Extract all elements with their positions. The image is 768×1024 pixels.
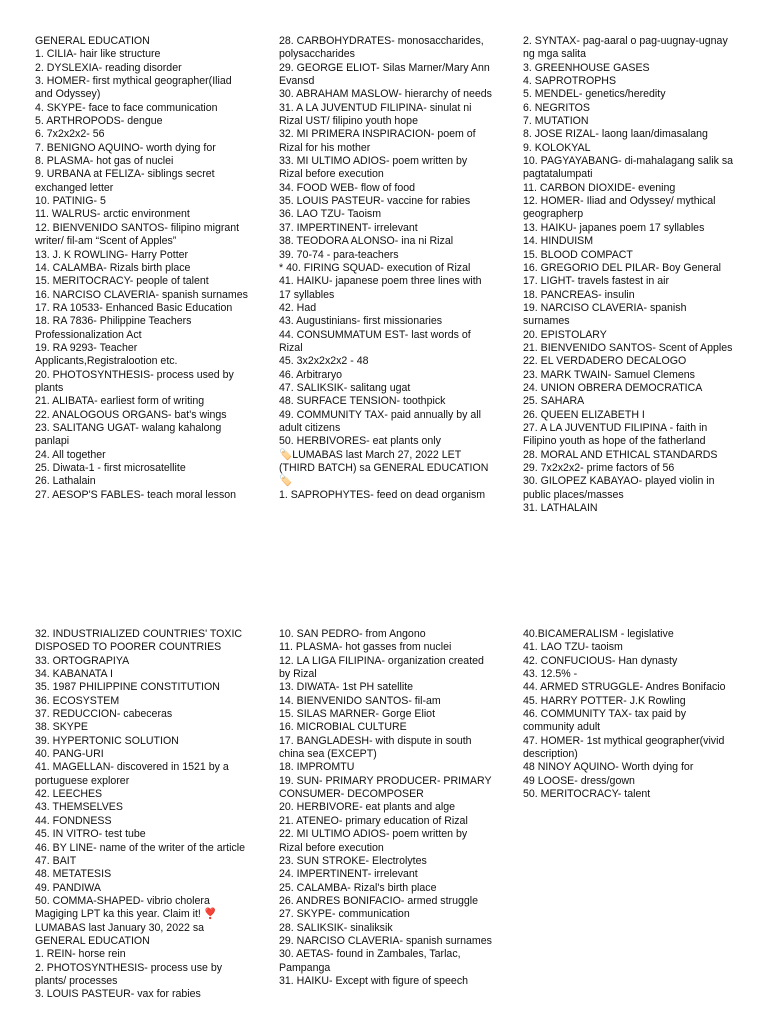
note-line: 21. BIENVENIDO SANTOS- Scent of Apples [523, 341, 733, 354]
note-line: 10. PAGYAYABANG- di-mahalagang salik sa pagtatalumpati [523, 155, 734, 181]
note-line: 7. BENIGNO AQUINO- worth dying for [35, 141, 216, 154]
note-line: 30. GILOPEZ KABAYAO- played violin in public places/masses [523, 475, 715, 501]
note-line: * 40. FIRING SQUAD- execution of Rizal [279, 261, 471, 274]
note-line: GENERAL EDUCATION [35, 35, 150, 47]
note-line: 32. MI PRIMERA INSPIRACION- poem of Rizal for his mother [279, 128, 476, 154]
note-line: 38. TEODORA ALONSO- ina ni Rizal [279, 235, 454, 248]
note-line: 3. LOUIS PASTEUR- vax for rabies [35, 988, 201, 1001]
note-line: 21. ALIBATA- earliest form of writing [35, 395, 205, 408]
note-line: 10. SAN PEDRO- from Angono [279, 628, 426, 640]
note-line: 🏷️LUMABAS last March 27, 2022 LET (THIRD BATCH) sa GENERAL EDUCATION 🏷️ [279, 448, 489, 488]
note-line: 29. 7x2x2x2- prime factors of 56 [523, 462, 675, 474]
note-line: 8. JOSE RIZAL- laong laan/dimasalang [523, 128, 708, 141]
notes-column-3 [523, 35, 733, 515]
note-line: 18. IMPROMTU [279, 761, 355, 774]
note-line: 44. ARMED STRUGGLE- Andres Bonifacio [523, 681, 726, 694]
note-line: 13. HAIKU- japanes poem 17 syllables [523, 221, 705, 234]
note-line: 31. A LA JUVENTUD FILIPINA- sinulat ni Rizal UST/ filipino youth hope [279, 101, 472, 128]
note-line: 6. NEGRITOS [523, 101, 590, 114]
note-line: 50. HERBIVORES- eat plants only [279, 435, 441, 448]
note-line: 48. SURFACE TENSION- toothpick [279, 395, 446, 408]
note-line: 50. MERITOCRACY- talent [523, 788, 651, 801]
note-line: 35. LOUIS PASTEUR- vaccine for rabies [279, 195, 471, 208]
note-line: 47. SALIKSIK- salitang ugat [279, 381, 411, 394]
note-line: 50. COMMA-SHAPED- vibrio cholera [35, 894, 210, 907]
note-line: 18. PANCREAS- insulin [523, 288, 635, 301]
note-line: 14. HINDUISM [523, 235, 594, 248]
note-line: 37. REDUCCION- cabeceras [35, 708, 173, 721]
notes-column-4 [35, 628, 249, 1002]
note-line: 19. SUN- PRIMARY PRODUCER- PRIMARY CONSUMER- DECOMPOSER [279, 774, 492, 801]
note-line: 9. URBANA at FELIZA- siblings secret exchanged letter [35, 168, 215, 194]
note-line: 26. Lathalain [35, 475, 96, 488]
note-line: 6. 7x2x2x2- 56 [35, 128, 105, 141]
note-line: 19. NARCISO CLAVERIA- spanish surnames [523, 301, 687, 328]
note-line: 2. PHOTOSYNTHESIS- process use by plants/ processes [35, 961, 223, 987]
note-line: 41. HAIKU- japanese poem three lines with 17 syllables [279, 275, 482, 301]
note-line: 11. PLASMA- hot gasses from nuclei [279, 641, 452, 654]
note-line: 42. CONFUCIOUS- Han dynasty [523, 654, 678, 667]
note-line: 31. LATHALAIN [523, 502, 598, 515]
note-line: 38. SKYPE [35, 721, 88, 734]
note-line: 49. PANDIWA [35, 881, 101, 894]
note-line: 4. SKYPE- face to face communication [35, 101, 218, 114]
note-line: 20. PHOTOSYNTHESIS- process used by plants [35, 368, 234, 394]
note-line: 20. HERBIVORE- eat plants and alge [279, 801, 456, 814]
note-line: Magiging LPT ka this year. Claim it! ❣️ [35, 908, 217, 921]
note-line: 20. EPISTOLARY [523, 328, 607, 341]
note-line: 17. BANGLADESH- with dispute in south china sea (EXCEPT) [279, 734, 472, 761]
note-line: 24. UNION OBRERA DEMOCRATICA [523, 381, 703, 394]
note-line: 2. SYNTAX- pag-aaral o pag-uugnay-ugnay ng mga salita [523, 35, 728, 61]
note-line: 31. HAIKU- Except with figure of speech [279, 974, 469, 987]
note-line: 13. DIWATA- 1st PH satellite [279, 681, 414, 694]
note-line: 28. SALIKSIK- sinaliksik [279, 921, 393, 934]
note-line: LUMABAS last January 30, 2022 sa GENERAL EDUCATION [35, 921, 205, 947]
note-line: 19. RA 9293- Teacher Applicants,Registralootion etc. [35, 341, 178, 368]
note-line: 23. SUN STROKE- Electrolytes [279, 854, 427, 867]
note-line: 5. ARTHROPODS- dengue [35, 115, 163, 128]
note-line: 25. Diwata-1 - first microsatellite [35, 462, 186, 474]
note-line: 27. A LA JUVENTUD FILIPINA - faith in Filipino youth as hope of the fatherland [523, 421, 708, 448]
note-line: 32. INDUSTRIALIZED COUNTRIES' TOXIC DISPOSED TO POORER COUNTRIES [35, 628, 243, 654]
note-line: 47. BAIT [35, 854, 77, 867]
note-line: 46. Arbitraryo [279, 368, 343, 381]
note-line: 48 NINOY AQUINO- Worth dying for [523, 761, 694, 774]
note-line: 40.BICAMERALISM - legislative [523, 628, 674, 640]
note-line: 49. COMMUNITY TAX- paid annually by all adult citizens [279, 408, 481, 434]
note-line: 28. CARBOHYDRATES- monosaccharides, polysaccharides [279, 35, 484, 61]
note-line: 7. MUTATION [523, 115, 589, 128]
note-line: 36. LAO TZU- Taoism [279, 208, 382, 221]
notes-column-6 [523, 628, 733, 801]
note-line: 3. GREENHOUSE GASES [523, 61, 650, 74]
notes-column-5 [279, 628, 493, 988]
note-line: 39. 70-74 - para-teachers [279, 248, 399, 261]
note-line: 16. NARCISO CLAVERIA- spanish surnames [35, 288, 248, 301]
note-line: 14. BIENVENIDO SANTOS- fil-am [279, 694, 441, 707]
note-line: 22. MI ULTIMO ADIOS- poem written by Rizal before execution [279, 828, 468, 854]
note-line: 46. COMMUNITY TAX- tax paid by community adult [523, 708, 687, 734]
note-line: 26. QUEEN ELIZABETH I [523, 408, 645, 421]
note-line: 18. RA 7836- Philippine Teachers Professionalization Act [35, 315, 192, 341]
note-line: 1. CILIA- hair like structure [35, 48, 161, 61]
note-line: 30. AETAS- found in Zambales, Tarlac, Pampanga [279, 948, 461, 974]
note-line: 1. REIN- horse rein [35, 948, 126, 961]
note-line: 44. CONSUMMATUM EST- last words of Rizal [279, 328, 471, 354]
note-line: 3. HOMER- first mythical geographer(Iliad and Odyssey) [35, 75, 232, 101]
note-line: 27. SKYPE- communication [279, 908, 410, 921]
note-line: 11. WALRUS- arctic environment [35, 208, 190, 221]
note-line: 26. ANDRES BONIFACIO- armed struggle [279, 894, 478, 907]
note-line: 27. AESOP'S FABLES- teach moral lesson [35, 488, 237, 501]
note-line: 13. J. K ROWLING- Harry Potter [35, 248, 189, 261]
note-line: 22. ANALOGOUS ORGANS- bat's wings [35, 408, 227, 421]
note-line: 23. SALITANG UGAT- walang kahalong panlapi [35, 421, 222, 448]
note-line: 24. All together [35, 448, 106, 461]
note-line: 41. MAGELLAN- discovered in 1521 by a portuguese explorer [35, 761, 229, 787]
note-line: 45. HARRY POTTER- J.K Rowling [523, 694, 686, 707]
note-line: 9. KOLOKYAL [523, 141, 591, 154]
note-line: 33. MI ULTIMO ADIOS- poem written by Rizal before execution [279, 155, 468, 181]
note-line: 10. PATINIG- 5 [35, 195, 106, 208]
notes-column-1 [35, 35, 249, 502]
note-line: 34. KABANATA I [35, 668, 113, 681]
note-line: 12. HOMER- Iliad and Odyssey/ mythical geographerp [523, 195, 716, 221]
note-line: 15. BLOOD COMPACT [523, 248, 633, 261]
note-line: 34. FOOD WEB- flow of food [279, 181, 415, 194]
note-line: 43. 12.5% - [523, 668, 578, 681]
note-line: 24. IMPERTINENT- irrelevant [279, 868, 418, 881]
note-line: 8. PLASMA- hot gas of nuclei [35, 155, 174, 168]
note-line: 42. Had [279, 301, 317, 314]
note-line: 22. EL VERDADERO DECALOGO [523, 355, 687, 368]
note-line: 12. BIENVENIDO SANTOS- filipino migrant writer/ fil-am “Scent of Apples” [35, 221, 240, 248]
note-line: 48. METATESIS [35, 868, 112, 881]
note-line: 15. MERITOCRACY- people of talent [35, 275, 209, 288]
note-line: 16. GREGORIO DEL PILAR- Boy General [523, 261, 722, 274]
note-line: 17. RA 10533- Enhanced Basic Education [35, 301, 233, 314]
note-line: 21. ATENEO- primary education of Rizal [279, 814, 468, 827]
notes-column-2 [279, 35, 493, 502]
note-line: 15. SILAS MARNER- Gorge Eliot [279, 708, 436, 721]
note-line: 37. IMPERTINENT- irrelevant [279, 221, 418, 234]
note-line: 35. 1987 PHILIPPINE CONSTITUTION [35, 681, 220, 694]
note-line: 43. Augustinians- first missionaries [279, 315, 443, 328]
note-line: 29. NARCISO CLAVERIA- spanish surnames [279, 934, 492, 947]
note-line: 14. CALAMBA- Rizals birth place [35, 261, 191, 274]
note-line: 41. LAO TZU- taoism [523, 641, 623, 654]
note-line: 17. LIGHT- travels fastest in air [523, 275, 670, 288]
note-line: 47. HOMER- 1st mythical geographer(vivid description) [523, 734, 725, 761]
note-line: 46. BY LINE- name of the writer of the article [35, 841, 246, 854]
note-line: 36. ECOSYSTEM [35, 694, 120, 707]
note-line: 39. HYPERTONIC SOLUTION [35, 734, 179, 747]
note-line: 49 LOOSE- dress/gown [523, 774, 635, 787]
note-line: 12. LA LIGA FILIPINA- organization created by Rizal [279, 654, 484, 681]
note-line: 16. MICROBIAL CULTURE [279, 721, 407, 734]
note-line: 40. PANG-URI [35, 748, 104, 761]
note-line: 11. CARBON DIOXIDE- evening [523, 181, 676, 194]
note-line: 42. LEECHES [35, 788, 103, 801]
note-line: 25. SAHARA [523, 395, 585, 408]
note-line: 1. SAPROPHYTES- feed on dead organism [279, 488, 486, 501]
note-line: 25. CALAMBA- Rizal's birth place [279, 881, 437, 894]
note-line: 43. THEMSELVES [35, 801, 123, 814]
note-line: 28. MORAL AND ETHICAL STANDARDS [523, 448, 718, 461]
note-line: 5. MENDEL- genetics/heredity [523, 88, 666, 101]
note-line: 2. DYSLEXIA- reading disorder [35, 61, 182, 74]
note-line: 4. SAPROTROPHS [523, 75, 617, 88]
note-line: 33. ORTOGRAPIYA [35, 654, 130, 667]
note-line: 45. 3x2x2x2x2 - 48 [279, 355, 369, 368]
note-line: 23. MARK TWAIN- Samuel Clemens [523, 368, 695, 381]
note-line: 29. GEORGE ELIOT- Silas Marner/Mary Ann Evansd [279, 61, 490, 88]
note-line: 45. IN VITRO- test tube [35, 828, 146, 841]
note-line: 30. ABRAHAM MASLOW- hierarchy of needs [279, 88, 492, 101]
note-line: 44. FONDNESS [35, 814, 112, 827]
